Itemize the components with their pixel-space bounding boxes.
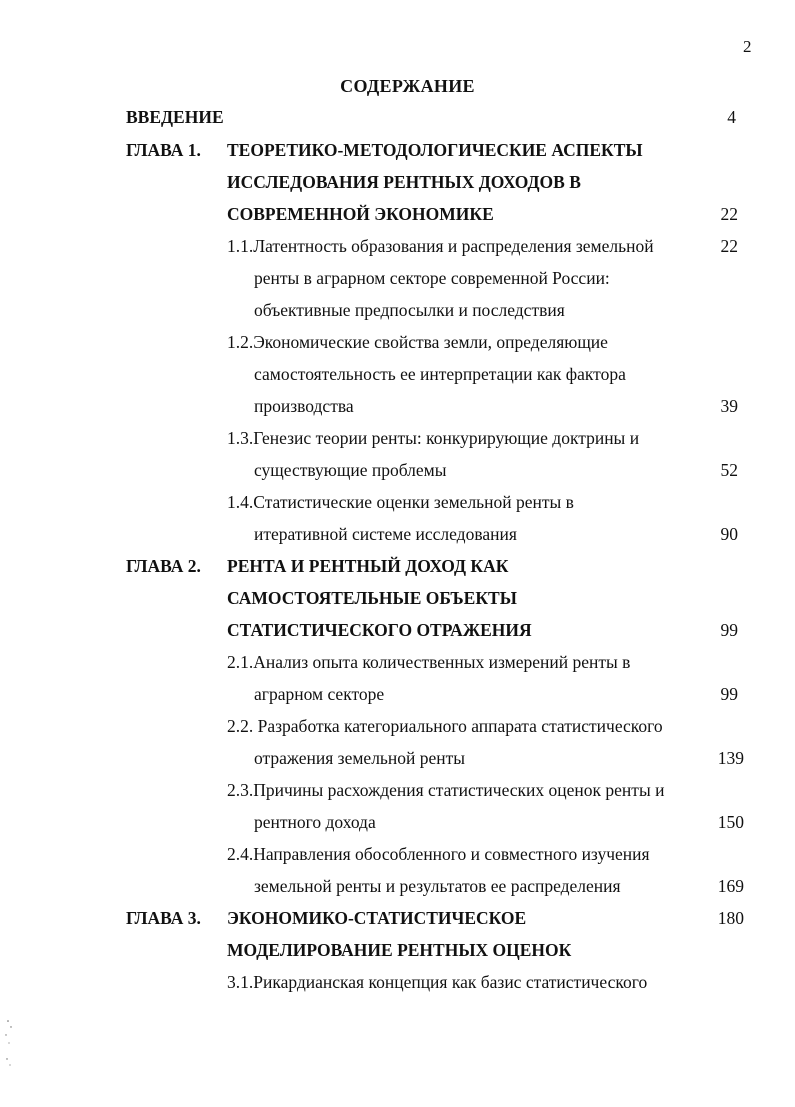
toc-chapter-3-title-line: ЭКОНОМИКО-СТАТИСТИЧЕСКОЕ xyxy=(227,908,527,928)
toc-section-1-3-line: 1.3.Генезис теории ренты: конкурирующие доктрины и xyxy=(227,428,640,448)
toc-section-2-2-line: отражения земельной ренты xyxy=(254,748,466,768)
toc-section-2-2-line: 2.2. Разработка категориального аппарата статистического xyxy=(227,716,663,736)
toc-section-2-4-page: 169 xyxy=(717,876,744,896)
toc-section-3-1-line: 3.1.Рикардианская концепция как базис статистического xyxy=(227,972,648,992)
toc-section-1-1-line: 1.1.Латентность образования и распределения земельной xyxy=(227,236,654,256)
toc-section-1-3-page: 52 xyxy=(720,460,738,480)
toc-intro-page: 4 xyxy=(727,107,736,127)
toc-chapter-3-label: ГЛАВА 3. xyxy=(126,908,201,928)
toc-chapter-2-page: 99 xyxy=(720,620,738,640)
toc-section-2-1-line: аграрном секторе xyxy=(254,684,385,704)
toc-chapter-2-title-line: СТАТИСТИЧЕСКОГО ОТРАЖЕНИЯ xyxy=(227,620,532,640)
toc-intro-label: ВВЕДЕНИЕ xyxy=(126,107,224,127)
toc-chapter-1-title-line: ИССЛЕДОВАНИЯ РЕНТНЫХ ДОХОДОВ В xyxy=(227,172,581,192)
toc-section-2-1-line: 2.1.Анализ опыта количественных измерений ренты в xyxy=(227,652,631,672)
toc-chapter-1-title-line: ТЕОРЕТИКО-МЕТОДОЛОГИЧЕСКИЕ АСПЕКТЫ xyxy=(227,140,643,160)
toc-section-1-2-line: производства xyxy=(254,396,354,416)
toc-section-2-3-line: рентного дохода xyxy=(254,812,376,832)
toc-section-2-4-line: земельной ренты и результатов ее распределения xyxy=(254,876,621,896)
page-number: 2 xyxy=(743,37,752,56)
toc-section-2-2-page: 139 xyxy=(717,748,744,768)
toc-section-1-1-line: объективные предпосылки и последствия xyxy=(254,300,565,320)
toc-chapter-3-title-line: МОДЕЛИРОВАНИЕ РЕНТНЫХ ОЦЕНОК xyxy=(227,940,572,960)
toc-chapter-2-title-line: РЕНТА И РЕНТНЫЙ ДОХОД КАК xyxy=(227,556,509,576)
toc-section-1-4-line: 1.4.Статистические оценки земельной ренты в xyxy=(227,492,574,512)
page-title: СОДЕРЖАНИЕ xyxy=(340,76,475,96)
toc-section-1-2-line: самостоятельность ее интерпретации как фактора xyxy=(254,364,626,384)
toc-section-1-4-line: итеративной системе исследования xyxy=(254,524,517,544)
toc-chapter-2-title-line: САМОСТОЯТЕЛЬНЫЕ ОБЪЕКТЫ xyxy=(227,588,517,608)
toc-chapter-3-page: 180 xyxy=(717,908,744,928)
toc-section-2-4-line: 2.4.Направления обособленного и совместного изучения xyxy=(227,844,650,864)
toc-section-1-2-line: 1.2.Экономические свойства земли, определяющие xyxy=(227,332,608,352)
toc-chapter-1-title-line: СОВРЕМЕННОЙ ЭКОНОМИКЕ xyxy=(227,204,494,224)
toc-section-1-4-page: 90 xyxy=(720,524,738,544)
scan-speckle-marks xyxy=(0,1015,20,1075)
toc-chapter-2-label: ГЛАВА 2. xyxy=(126,556,201,576)
toc-section-1-1-line: ренты в аграрном секторе современной России: xyxy=(254,268,610,288)
toc-section-1-3-line: существующие проблемы xyxy=(254,460,447,480)
toc-section-1-1-page: 22 xyxy=(720,236,738,256)
toc-chapter-1-label: ГЛАВА 1. xyxy=(126,140,201,160)
toc-section-2-3-line: 2.3.Причины расхождения статистических оценок ренты и xyxy=(227,780,665,800)
toc-section-2-1-page: 99 xyxy=(720,684,738,704)
toc-section-1-2-page: 39 xyxy=(720,396,738,416)
toc-chapter-1-page: 22 xyxy=(720,204,738,224)
toc-section-2-3-page: 150 xyxy=(717,812,744,832)
